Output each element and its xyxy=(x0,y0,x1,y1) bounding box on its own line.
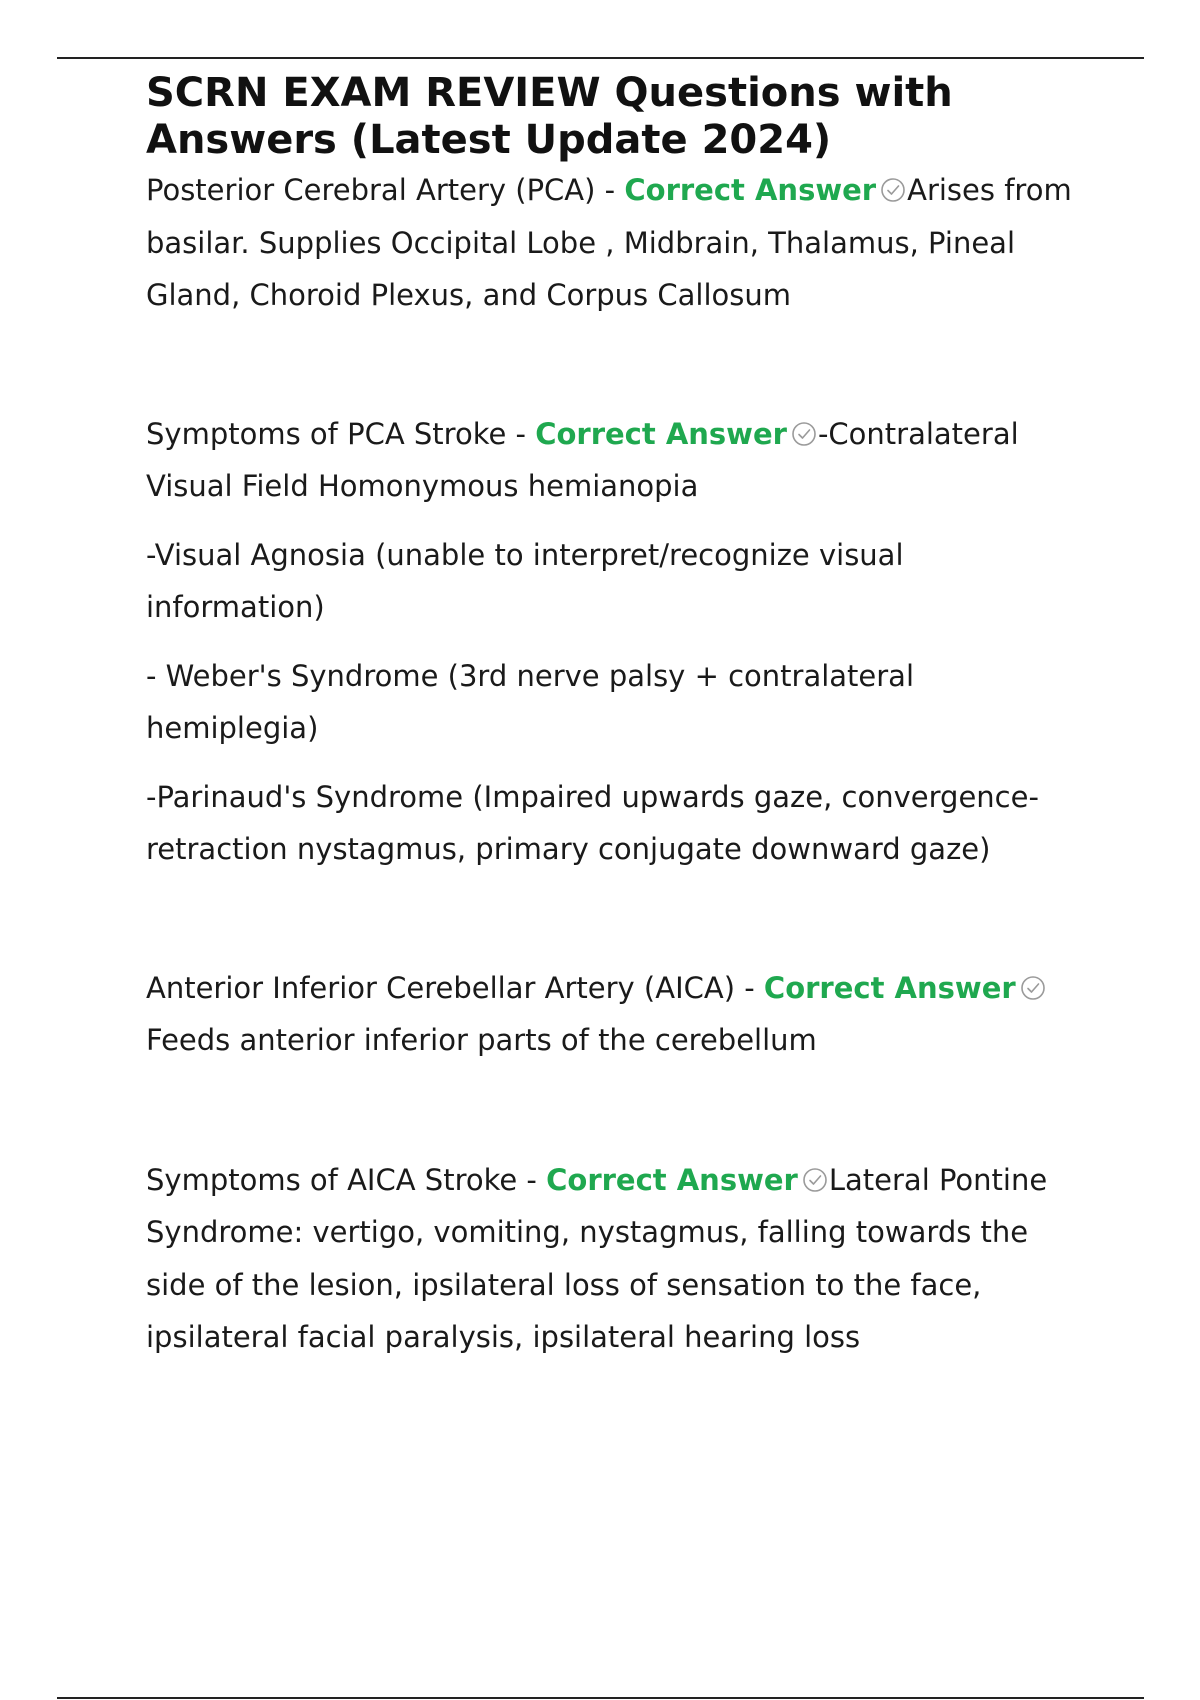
check-circle-icon xyxy=(1020,975,1046,1001)
answer-text: Feeds anterior inferior parts of the cerebellum xyxy=(146,1023,817,1057)
check-circle-icon xyxy=(791,421,817,447)
qa-paragraph xyxy=(146,164,1091,322)
answer-text: Lateral Pontine Syndrome: vertigo, vomiting, nystagmus, falling towards the side of the lesion, ipsilateral loss of sensation to the face, ipsilateral facial paralysis, ipsilateral hearing loss xyxy=(146,1162,1048,1354)
question-text: Posterior Cerebral Artery (PCA) - xyxy=(146,173,625,207)
correct-answer-label: Correct Answer xyxy=(535,416,787,451)
answer-continuation: -Parinaud's Syndrome (Impaired upwards gaze, convergence-retraction nystagmus, primary conjugate downward gaze) xyxy=(146,779,1039,866)
question-text: Anterior Inferior Cerebellar Artery (AICA) - xyxy=(146,970,764,1005)
answer-text: -Contralateral Visual Field Homonymous hemianopia xyxy=(146,416,1019,503)
answer-text: Arises from basilar. Supplies Occipital Lobe , Midbrain, Thalamus, Pineal Gland, Choroid Plexus, and Corpus Callosum xyxy=(146,173,1072,312)
qa-paragraph xyxy=(146,962,1091,1067)
bottom-rule xyxy=(57,1697,1144,1699)
correct-answer-label: Correct Answer xyxy=(624,173,877,207)
qa-paragraph xyxy=(146,408,1091,513)
document-title: SCRN EXAM REVIEW Questions with Answers (Latest Update 2024) xyxy=(146,70,953,163)
top-rule xyxy=(57,57,1144,59)
correct-answer-label: Correct Answer xyxy=(763,970,1016,1005)
answer-continuation: -Visual Agnosia (unable to interpret/recognize visual information) xyxy=(146,537,904,624)
qa-entry xyxy=(146,1154,1091,1364)
qa-entry xyxy=(146,962,1091,1067)
correct-answer-label: Correct Answer xyxy=(546,1162,798,1197)
qa-entry xyxy=(146,408,1091,876)
qa-entry xyxy=(146,164,1091,322)
qa-paragraph xyxy=(146,1154,1091,1364)
check-circle-icon xyxy=(802,1167,828,1193)
document-body xyxy=(146,70,1091,1364)
question-text: Symptoms of AICA Stroke - xyxy=(146,1162,547,1197)
question-text: Symptoms of PCA Stroke - xyxy=(146,416,536,451)
answer-continuation: - Weber's Syndrome (3rd nerve palsy + contralateral hemiplegia) xyxy=(146,658,915,745)
check-circle-icon xyxy=(880,177,906,203)
